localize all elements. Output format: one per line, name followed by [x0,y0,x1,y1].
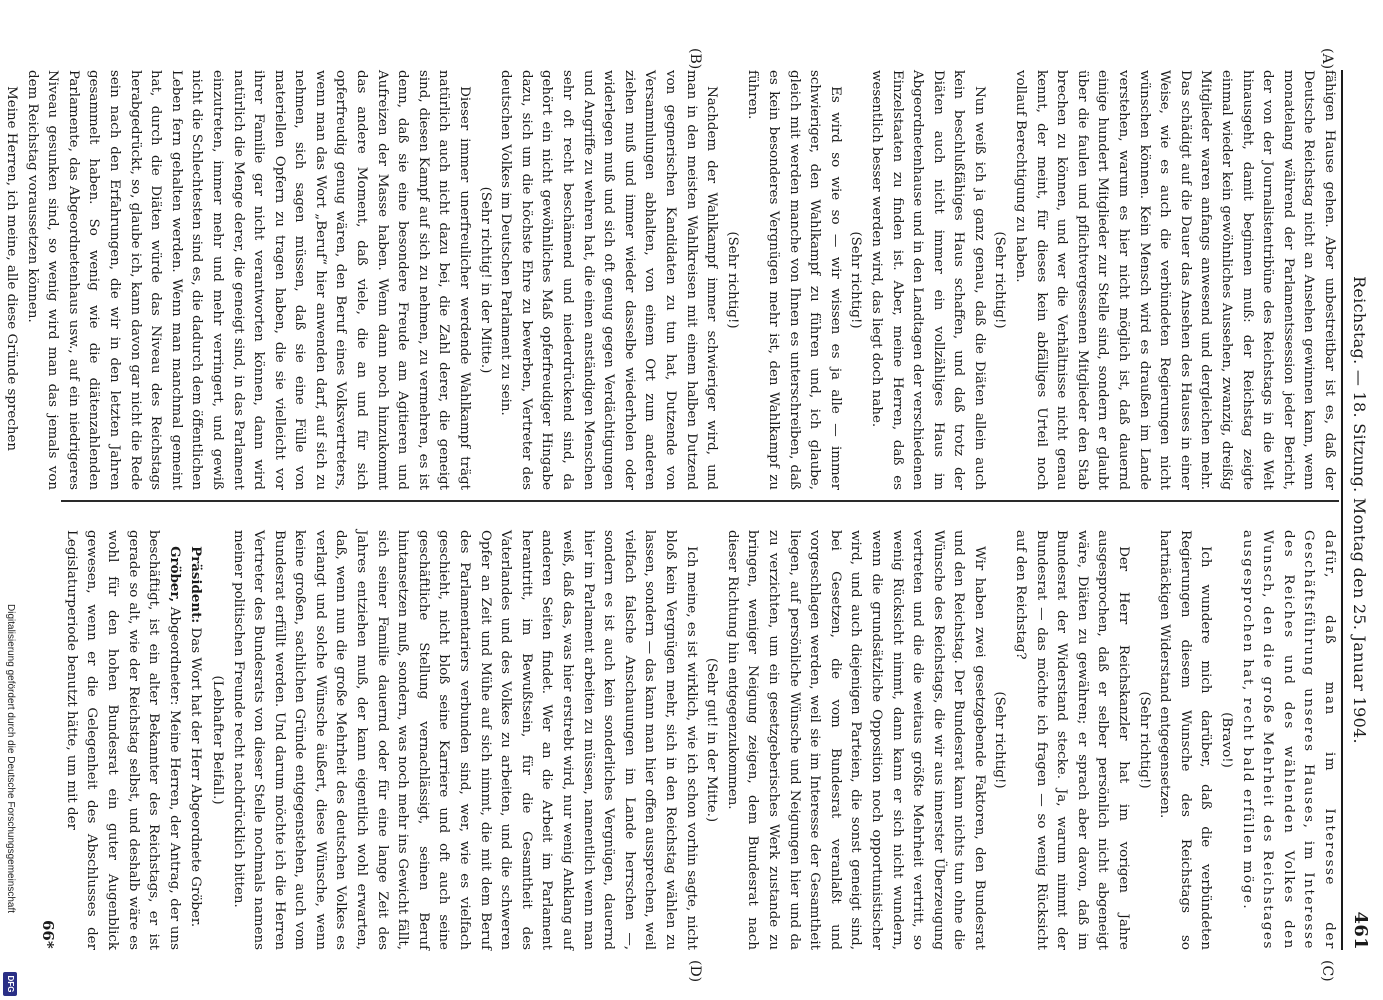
paragraph: dafür, daß man im Interesse der Geschäftsführung unseres Hauses, im Interesse des Reiches und des wählenden Volkes den Wunsch, den die große Mehrheit des Reichstages ausgesprochen hat, recht bald erfüllen möge. [1239,530,1337,950]
interjection: (Sehr richtig! in der Mitte.) [477,186,493,374]
margin-marker-d: (D) [687,960,703,983]
header-rule [1341,70,1343,950]
paragraph: Ich wundere mich darüber, daß die verbündeten Regierungen diesem Wunsche des Reichstags so hartnäckigen Widerstand entgegensetzen. [1157,530,1214,950]
paragraph: Wir haben zwei gesetzgebende Faktoren, den Bundesrat und den Reichstag. Der Bundesrat kann nichts tun ohne die Wünsche des Reichstags, die wir aus innerster Überzeugung vertreten und die die weitaus größte Mehrheit vertritt, so wenig Rücksicht nimmt, dann kann er sich nicht wundern, wenn die grundsätzliche Opposition noch opportunistischer wird, und auch diejenigen Parteien, die sonst geneigt sind, bei Gesetzen, die vom Bundesrat veranlaßt und vorgeschlagen werden, weil sie im Interesse der Gesamtheit liegen, auf persönliche Wünsche und Neigungen hier und da zu verzichten, um ein gesetzgeberisches Werk zustande zu bringen, weniger Neigung zeigen, dem Bundesrat nach dieser Richtung hin entgegenzukommen. [724,530,987,950]
left-column [4,70,1339,490]
speaker-role: Abgeordneter: [166,606,182,706]
interjection: (Sehr richtig!) [724,231,740,329]
signature-mark: 66* [39,920,57,949]
interjection: (Sehr richtig!) [992,231,1008,329]
paragraph: Nachdem der Wahlkampf immer schwieriger wird, und man in den meisten Wahlkreisen mit einem halben Dutzend von gegnerischen Kandidaten zu tun hat, Dutzende von Versammlungen abhalten, von einem Ort zum anderen ziehen muß und immer wieder dasselbe wiederholen oder widerlegen muß und sich oft genug gegen Verdächtigungen und Angriffe zu wehren hat, die einen anständigen Menschen sehr oft recht beschämend und niederdrückend sind, da gehört ein nicht gewöhnliches Maß opferfreudiger Hingabe dazu, sich um die höchste Ehre zu bewerben, Vertreter des deutschen Volkes im Deutschen Parlament zu sein. [498,70,720,490]
speaker-paragraph [60,530,185,950]
paragraph: Es wird so wie so — wir wissen es ja alle — immer schwieriger, den Wahlkampf zu führen und, ich glaube, gleich mit werden manche von Ihnen es unterschreiben, daß es kein besonderes Vergnügen mehr ist, den Wahlkampf zu führen. [745,70,843,490]
president-paragraph [185,530,207,950]
speaker-name: Gröber, [166,546,183,603]
paragraph: fähigen Hause gehen. Aber unbestreitbar ist es, daß der Deutsche Reichstag nicht an Ansehen gewinnen kann, wenn monatelang während der Parlamentssession jeder Bericht, der von der Journalistentribüne des Reichstags in die Welt hinausgeht, damit beginnen muß: der Reichstag zeigte einmal wieder kein gewöhnliches Aussehen, zwanzig, dreißig Mitglieder waren anfangs anwesend und dergleichen mehr. Das schädigt auf die Dauer das Ansehen des Hauses in einer Weise, wie es auch die verbündeten Regierungen nicht wünschen können. Kein Mensch wird es draußen im Lande verstehen, warum es hier nicht möglich ist, daß dauernd einige hundert Mitglieder zur Stelle sind, sondern er glaubt über die faulen und pflichtvergessenen Mitglieder den Stab brechen zu können, und wer die Verhältnisse nicht genau kennt, der meint, für dieses kein abfälliges Urteil noch vollauf Berechtigung zu haben. [1013,70,1337,490]
dfg-logo [3,972,17,996]
logo-text: DFG [6,975,15,993]
column-divider [61,500,1339,502]
page-header [1347,70,1373,950]
president-text: Das Wort hat der Herr Abgeordnete Gröber. [188,627,204,928]
paragraph: Dieser immer unerfreulicher werdende Wahlkampf trägt natürlich auch nicht dazu bei, die Zahl derer, die geneigt sind, diesen Kampf auf sich zu nehmen, zu vermehren, es ist denn, daß sie eine besondere Freude am Agitieren und Aufreizen der Masse haben. Wenn dann noch hinzukommt das andere Moment, daß viele, die an und für sich opferfreudig genug wären, den Beruf eines Volksvertreters, wenn man das Wort „Beruf“ hier anwenden darf, auf sich zu nehmen, sich sagen müssen, daß sie eine Fülle von materiellen Opfern zu tragen haben, die sie vielleicht vor ihrer Familie gar nicht verantworten können, dann wird natürlich die Menge derer, die geneigt sind, in das Parlament einzutreten, immer mehr und mehr verringert, und gewiß nicht die Schlechtesten sind es, die dadurch dem öffentlichen Leben fern gehalten werden. Wenn man manchmal gemeint hat, durch die Diäten würde das Niveau des Reichstags herabgedrückt, so, glaube ich, kann davon gar nicht die Rede sein nach den Erfahrungen, die wir in den letzten Jahren gesammelt haben. So wenig wie die diätenzahlenden Parlamente, das Abgeordnetenhaus usw., auf ein niedrigeres Niveau gesunken sind, so wenig wird man das jemals von dem Reichstag voraussetzen können. [24,70,473,490]
paragraph: Meine Herren, ich meine, alle diese Gründe sprechen [4,86,19,451]
credit-text: Digitalisierung gefördert durch die Deutsche Forschungsgemeinschaft [5,604,16,914]
page-number: 461 [1350,911,1371,950]
interjection: (Sehr richtig!) [992,691,1008,789]
margin-marker-a: (A) [1319,48,1335,70]
header-title: Reichstag. — 18. Sitzung. Montag den 25. Januar 1904. [1350,276,1369,744]
interjection: (Sehr gut! in der Mitte.) [704,657,720,823]
interjection: (Lebhafter Beifall.) [209,675,225,805]
interjection: (Bravo!) [1219,712,1235,768]
speaker-text: Meine Herren, der Antrag, der uns beschäftigt, ist ein alter Bekannter des Reichstags, er ist gerade so alt, wie der Reichstag selbst, und deshalb wäre es wohl für den hohen Bundesrat ein guter Augenblick gewesen, wenn er die Gelegenheit des Abschlusses der Legislaturperiode benutzt hätte, um mit der [63,530,182,951]
interjection: (Sehr richtig!) [848,231,864,329]
paragraph: Der Herr Reichskanzler hat im vorigen Jahre ausgesprochen, daß er selber persönlich nicht abgeneigt wäre, Diäten zu gewähren; er sprach aber davon, daß im Bundesrat der Widerstand stecke. Ja, warum nimmt der Bundesrat — das möchte ich fragen — so wenig Rücksicht auf den Reichstag? [1013,530,1132,950]
paragraph: Ich meine, es ist wirklich, wie ich schon vorhin sagte, nicht bloß kein Vergnügen mehr, sich in den Reichstag wählen zu lassen, sondern — das kann man hier offen aussprechen, weil vielfach falsche Anschauungen im Lande herrschen —, sondern es ist auch kein sonderliches Vergnügen, dauernd hier im Parlament arbeiten zu müssen, namentlich wenn man weiß, daß das, was hier erstrebt wird, nur wenig Anklang auf anderen Seiten findet. Wer an die Arbeit im Parlament herantritt, im Bewußtsein, für die Gesamtheit des Vaterlandes und des Volkes zu arbeiten, und die schweren Opfer an Zeit und Mühe auf sich nimmt, die mit dem Beruf des Parlamentariers verbunden sind, wer, wie es vielfach geschieht, nicht bloß seine Karriere und oft auch seine geschäftliche Stellung vernachlässigt, seinen Beruf hintansetzen muß, sondern, was noch mehr ins Gewicht fällt, sich seiner Familie dauernd oder für eine lange Zeit des Jahres entziehen muß, der kann eigentlich wohl erwarten, daß, wenn nun die große Mehrheit des deutschen Volkes es verlangt und solche Wünsche äußert, diese Wünsche, wenn keine großen, sachlichen Gründe entgegenstehen, auch vom Bundesrat erfüllt werden. Und darum möchte ich die Herren Vertreter des Bundesrats von dieser Stelle nochmals namens meiner politischen Freunde recht nachdrücklich bitten. [230,530,699,950]
interjection: (Sehr richtig!) [1136,691,1152,789]
right-column [61,530,1339,950]
margin-marker-b: (B) [687,48,703,70]
credit-strip [0,604,22,1000]
speaker-label: Präsident: [188,546,205,624]
margin-marker-c: (C) [1319,960,1335,982]
paragraph: Nun weiß ich ja ganz genau, daß die Diäten allein auch kein beschlußfähiges Haus schaffen, und daß trotz der Diäten auch nicht immer ein vollzähliges Haus im Abgeordnetenhause und in den Landtagen der verschiedenen Einzelstaaten zu finden ist. Aber, meine Herren, daß es wesentlich besser werden wird, das liegt doch nahe. [868,70,987,490]
